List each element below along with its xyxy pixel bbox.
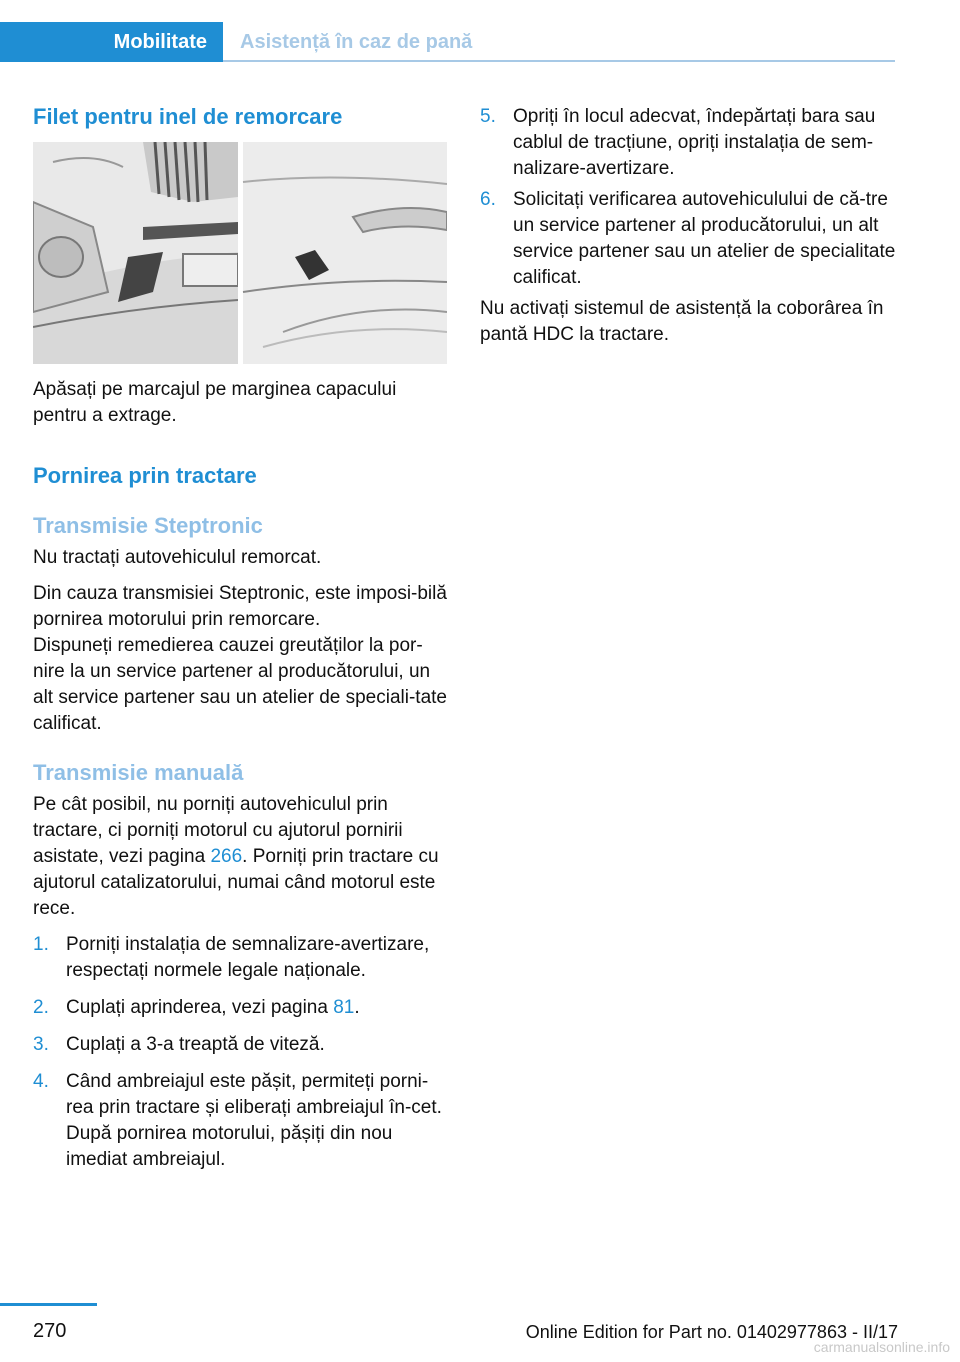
edition-note: Online Edition for Part no. 01402977863 - II/17 [525, 1322, 898, 1342]
step-number: 3. [33, 1034, 49, 1055]
step-text: Solicitați verificarea autovehiculului de că-tre un service partener al producătorului, un alt service partener sau un atelier de specialitate calificat. [513, 189, 896, 288]
tow-eye-cover-figure [33, 142, 447, 364]
step-number: 4. [33, 1071, 49, 1092]
figure-caption: Apăsați pe marcajul pe marginea capacului pentru a extrage. [33, 379, 397, 426]
section-tab [0, 22, 223, 62]
chapter-label: Asistență în caz de pană [240, 30, 473, 53]
subheading-manual: Transmisie manuală [33, 760, 244, 785]
chapter-tab [240, 22, 472, 62]
step-number: 6. [480, 189, 496, 210]
heading-tow-eye: Filet pentru inel de remorcare [33, 104, 343, 129]
subheading-steptronic: Transmisie Steptronic [33, 513, 263, 538]
step-number: 1. [33, 934, 49, 955]
section-label: Mobilitate [113, 30, 207, 53]
header-rule [223, 60, 895, 62]
bumper-illustration [33, 142, 447, 364]
step-number: 5. [480, 106, 496, 127]
step-text: Când ambreiajul este pășit, permiteți porni-rea prin tractare și eliberați ambreiajul în-cet. După pornirea motorului, pășiți din nou imediat ambreiajul. [66, 1071, 442, 1170]
steptronic-paragraph-2: Din cauza transmisiei Steptronic, este imposi-bilă pornirea motorului prin remorcare. [33, 583, 447, 630]
manual-text-a: Pe cât posibil, nu porniți autovehiculul prin tractare, ci porniți motorul cu ajutorul pornirii asistate, vezi pagina [33, 794, 403, 867]
step-text-b: . [354, 997, 360, 1018]
heading-tow-start: Pornirea prin tractare [33, 463, 257, 488]
step-text: Cuplați a 3-a treaptă de viteză. [66, 1034, 325, 1055]
steptronic-paragraph-3: Dispuneți remedierea cauzei greutăților la por-nire la un service partener al producătorului, un alt service partener sau un atelier de speciali-tate calificat. [33, 635, 448, 734]
manual-paragraph [33, 792, 453, 922]
steptronic-paragraph-1: Nu tractați autovehiculul remorcat. [33, 547, 322, 568]
page-link-81[interactable]: 81 [333, 997, 355, 1018]
manual-text-b: . Porniți prin tractare cu ajutorul catalizatorului, numai când motorul este rece. [33, 846, 439, 919]
page-number: 270 [33, 1320, 67, 1342]
step-text: Porniți instalația de semnalizare-avertizare, respectați normele legale naționale. [66, 934, 430, 981]
page-header [0, 0, 960, 64]
hdc-note: Nu activați sistemul de asistență la coborârea în pantă HDC la tractare. [480, 298, 884, 345]
step-text: Opriți în locul adecvat, îndepărtați bara sau cablul de tracțiune, opriți instalația de sem-nalizare-avertizare. [513, 106, 876, 179]
step-text [66, 995, 454, 1021]
step-number: 2. [33, 997, 49, 1018]
watermark: carmanualsonline.info [813, 1339, 950, 1355]
page-link-266[interactable]: 266 [210, 846, 243, 867]
step-text-a: Cuplați aprinderea, vezi pagina [66, 997, 334, 1018]
footer-rule [0, 1303, 97, 1306]
